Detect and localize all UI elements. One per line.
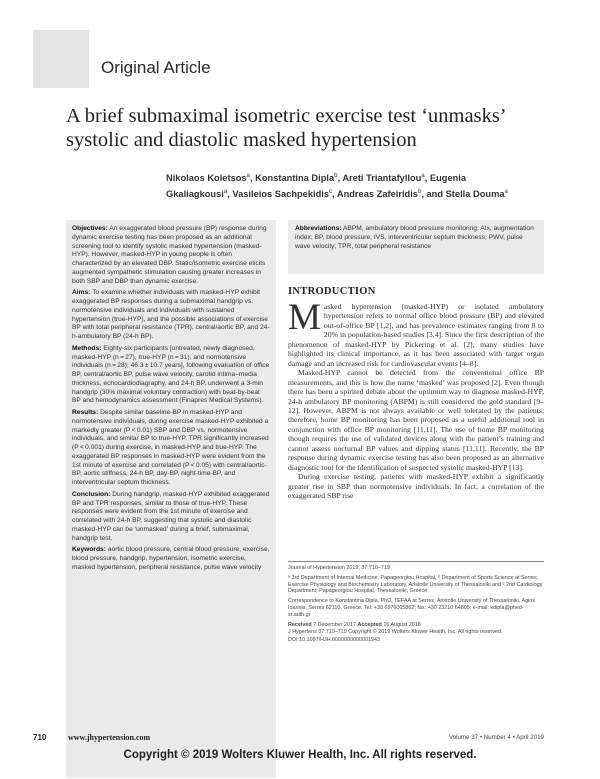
footnote-divider <box>288 561 544 562</box>
introduction-body <box>288 297 544 501</box>
abstract-objectives: Objectives: An exaggerated blood pressure (BP) response during dynamic exercise testing has been proposed as an additional screening tool to identify systolic masked hypertension (masked-HYP). However, masked-HYP in young people is often characterized by an elevated DBP. Static/isometric exercise elicits augmented sympathetic stimulation causing greater increases in both SBP and DBP than dynamic exercise. <box>72 225 267 285</box>
abstract-results: Results: Despite similar baseline-BP in masked-HYP and normotensive individuals, during exercise masked-HYP exhibited a markedly greater (P < 0.01) SBP and DBP vs. normotensive individuals, and similar BP to true-HYP. TPR significantly increased (P < 0.001) during exercise, in masked-HYP and true-HYP. The exaggerated BP responses in masked-HYP were evident from the 1st minute of exercise and correlated (P < 0.05) with central/aortic-BP, aortic stiffness, 24-h BP, day-BP, night-time-BP, and interventricular septum thickness. <box>72 409 269 486</box>
doi: DOI:10.1097/HJH.0000000000001943 <box>288 637 381 644</box>
abstract-conclusion: Conclusion: During handgrip, masked-HYP exhibited exaggerated BP and TPR responses, similar to those of true-HYP. These responses were evident from the 1st minute of exercise and correlated with 24-h BP, suggesting that systolic and diastolic masked-HYP can be ‘unmasked’ during a brief, submaximal, handgrip test. <box>72 490 270 542</box>
author-separator: , <box>424 173 430 184</box>
author-name: Nikolaos Koletsos <box>166 173 247 184</box>
author-affiliation-mark: a <box>246 173 250 179</box>
copyright-banner: Copyright © 2019 Wolters Kluwer Health, Inc. All rights reserved. <box>123 749 477 761</box>
author-name: Vasileios Sachpekidis <box>232 188 330 199</box>
intro-paragraph-1: Masked hypertension (masked-HYP) or isolated ambulatory hypertension refers to normal office blood pressure (BP) and elevated out-of-office BP [1,2], and has prevalence estimates ranging from 8 to 20% in population-based studies [3,4]. Since the first description of the phenomenon of masked-HYP by Pickering et al. [2], many studies have highlighted its clinical importance, as it has been associated with target organ damage and an increased risk for cardiovascular events [4–8]. <box>288 297 544 368</box>
author-list <box>166 170 526 201</box>
author-affiliation-mark: a <box>504 188 508 195</box>
author-separator: , <box>249 173 256 184</box>
abstract-panel <box>66 220 276 778</box>
author-name: Andreas Zafeiridis <box>336 188 418 199</box>
introduction-heading: INTRODUCTION <box>288 286 376 297</box>
journal-website-link[interactable]: www.jhypertension.com <box>68 733 151 742</box>
author-name: Eugenia Gkaliagkousi <box>166 173 467 199</box>
intro-paragraph-2: Masked-HYP cannot be detected from the conventional office BP measurements, and this is how the name ‘masked’ was proposed [2]. Even though there has been a spirited debate about the optimum way to diagnose masked-HYP, 24-h ambulatory BP monitoring (ABPM) is still considered the gold standard [9–12]. However, ABPM is not always available or well tolerated by the patients; therefore, home BP monitoring has been proposed as a useful additional tool in conjunction with office BP monitoring [11,11]. The use of home BP monitoring though requires the use of validated devices along with the patient’s training and cannot assess nocturnal BP values and dipping status [11,11]. Recently, the BP response during dynamic exercise testing has also been proposed as an alternative diagnostic tool for the identification of suspected systolic masked-HYP [13]. <box>288 368 544 472</box>
author-separator: , <box>332 188 337 199</box>
abbreviations-panel: Abbreviations: ABPM, ambulatory blood pressure monitoring; AIx, augmentation index; BP, blood pressure; IVS, interventricular septum thickness; PWV, pulse wave velocity; TPR, total peripheral resistance <box>288 220 544 274</box>
drop-cap: M <box>288 297 321 338</box>
intro-paragraph-3: During exercise testing, patients with masked-HYP exhibit a significantly greater rise in SBP than normotensive individuals. In fact, a correlation of the exaggerated SBP rise <box>288 472 544 501</box>
author-affiliation-mark: b <box>334 173 338 179</box>
page-number: 710 <box>33 733 47 742</box>
journal-issue-info: Volume 37 • Number 4 • April 2019 <box>448 734 544 741</box>
author-affiliation-mark: c <box>329 188 333 195</box>
received-accepted: Received 7 December 2017 Accepted 16 August 2018 <box>288 621 421 628</box>
article-type-label: Original Article <box>101 58 211 77</box>
author-name: Konstantina Dipla <box>255 173 335 184</box>
header-tab-block <box>33 30 89 88</box>
footnotes <box>288 565 544 647</box>
author-name: Areti Triantafyllou <box>342 173 422 184</box>
abstract-keywords: Keywords: aortic blood pressure, central blood pressure, exercise, blood pressure, handgrip, hypertension, isometric exercise, masked hypertension, peripheral resistance, pulse wave velocity <box>72 546 270 571</box>
author-affiliation-mark: a <box>421 173 425 179</box>
author-affiliation-mark: a <box>223 188 228 195</box>
correspondence: Correspondence to Konstantina Dipla, PhD, TEFAA at Serres, Aristotle University of Thessaloniki, Agios Ioannis, Serres 62110, Greece. Tel: +30 6976005862; fax: +30 23210 64805; e-mail: kdipla@phed-sr.auth.gr <box>288 598 535 618</box>
abstract-aims: Aims: To examine whether individuals with masked-HYP exhibit exaggerated BP responses during a submaximal handgrip vs. normotensive individuals and individuals with sustained hypertension (true-HYP), and the possible associations of exercise BP with total peripheral resistance (TPR), central/aortic BP, and 24-h-ambulatory BP (24-h BP). <box>72 289 270 340</box>
author-separator: , <box>227 188 233 199</box>
article-title: A brief submaximal isometric exercise test ‘unmasks’ systolic and diastolic masked hypertension <box>66 105 506 151</box>
author-separator: , and <box>421 188 446 199</box>
author-separator: , <box>337 173 343 184</box>
affiliations: ᵃ 3rd Department of Internal Medicine, Papageorgiou Hospital, ᵇ Department of Sports Science at Serres, Exercise Physiology and Biochemistry Laboratory, Aristotle University of Thessaloniki and ᶜ 2nd Cardiology Department, Papageorgiou Hospital, Thessaloniki, Greece <box>288 574 543 595</box>
abstract-methods: Methods: Eighty-six participants [untreated, newly diagnosed, masked-HYP (n = 27), true-HYP (n = 31), and normotensive individuals (n = 28); 46.3 ± 10.7 years], following evaluation of office BP, central/aortic BP, pulse wave velocity, carotid intima–media thickness, echocardiodiagraphy, and 24-h BP, underwent a 3-min handgrip (30% maximal voluntary contraction) with beat-by-beat BP and hemodynamics assessment (Finapres Medical Systems). <box>72 344 270 405</box>
author-affiliation-mark: b <box>417 188 422 195</box>
author-name: Stella Douma <box>445 188 505 199</box>
journal-reference: Journal of Hypertension 2019, 37:710–719 <box>288 565 390 571</box>
copyright-notice: J Hypertens 37:710–719 Copyright © 2019 Wolters Kluwer Health, Inc. All rights reserved. <box>288 629 503 636</box>
